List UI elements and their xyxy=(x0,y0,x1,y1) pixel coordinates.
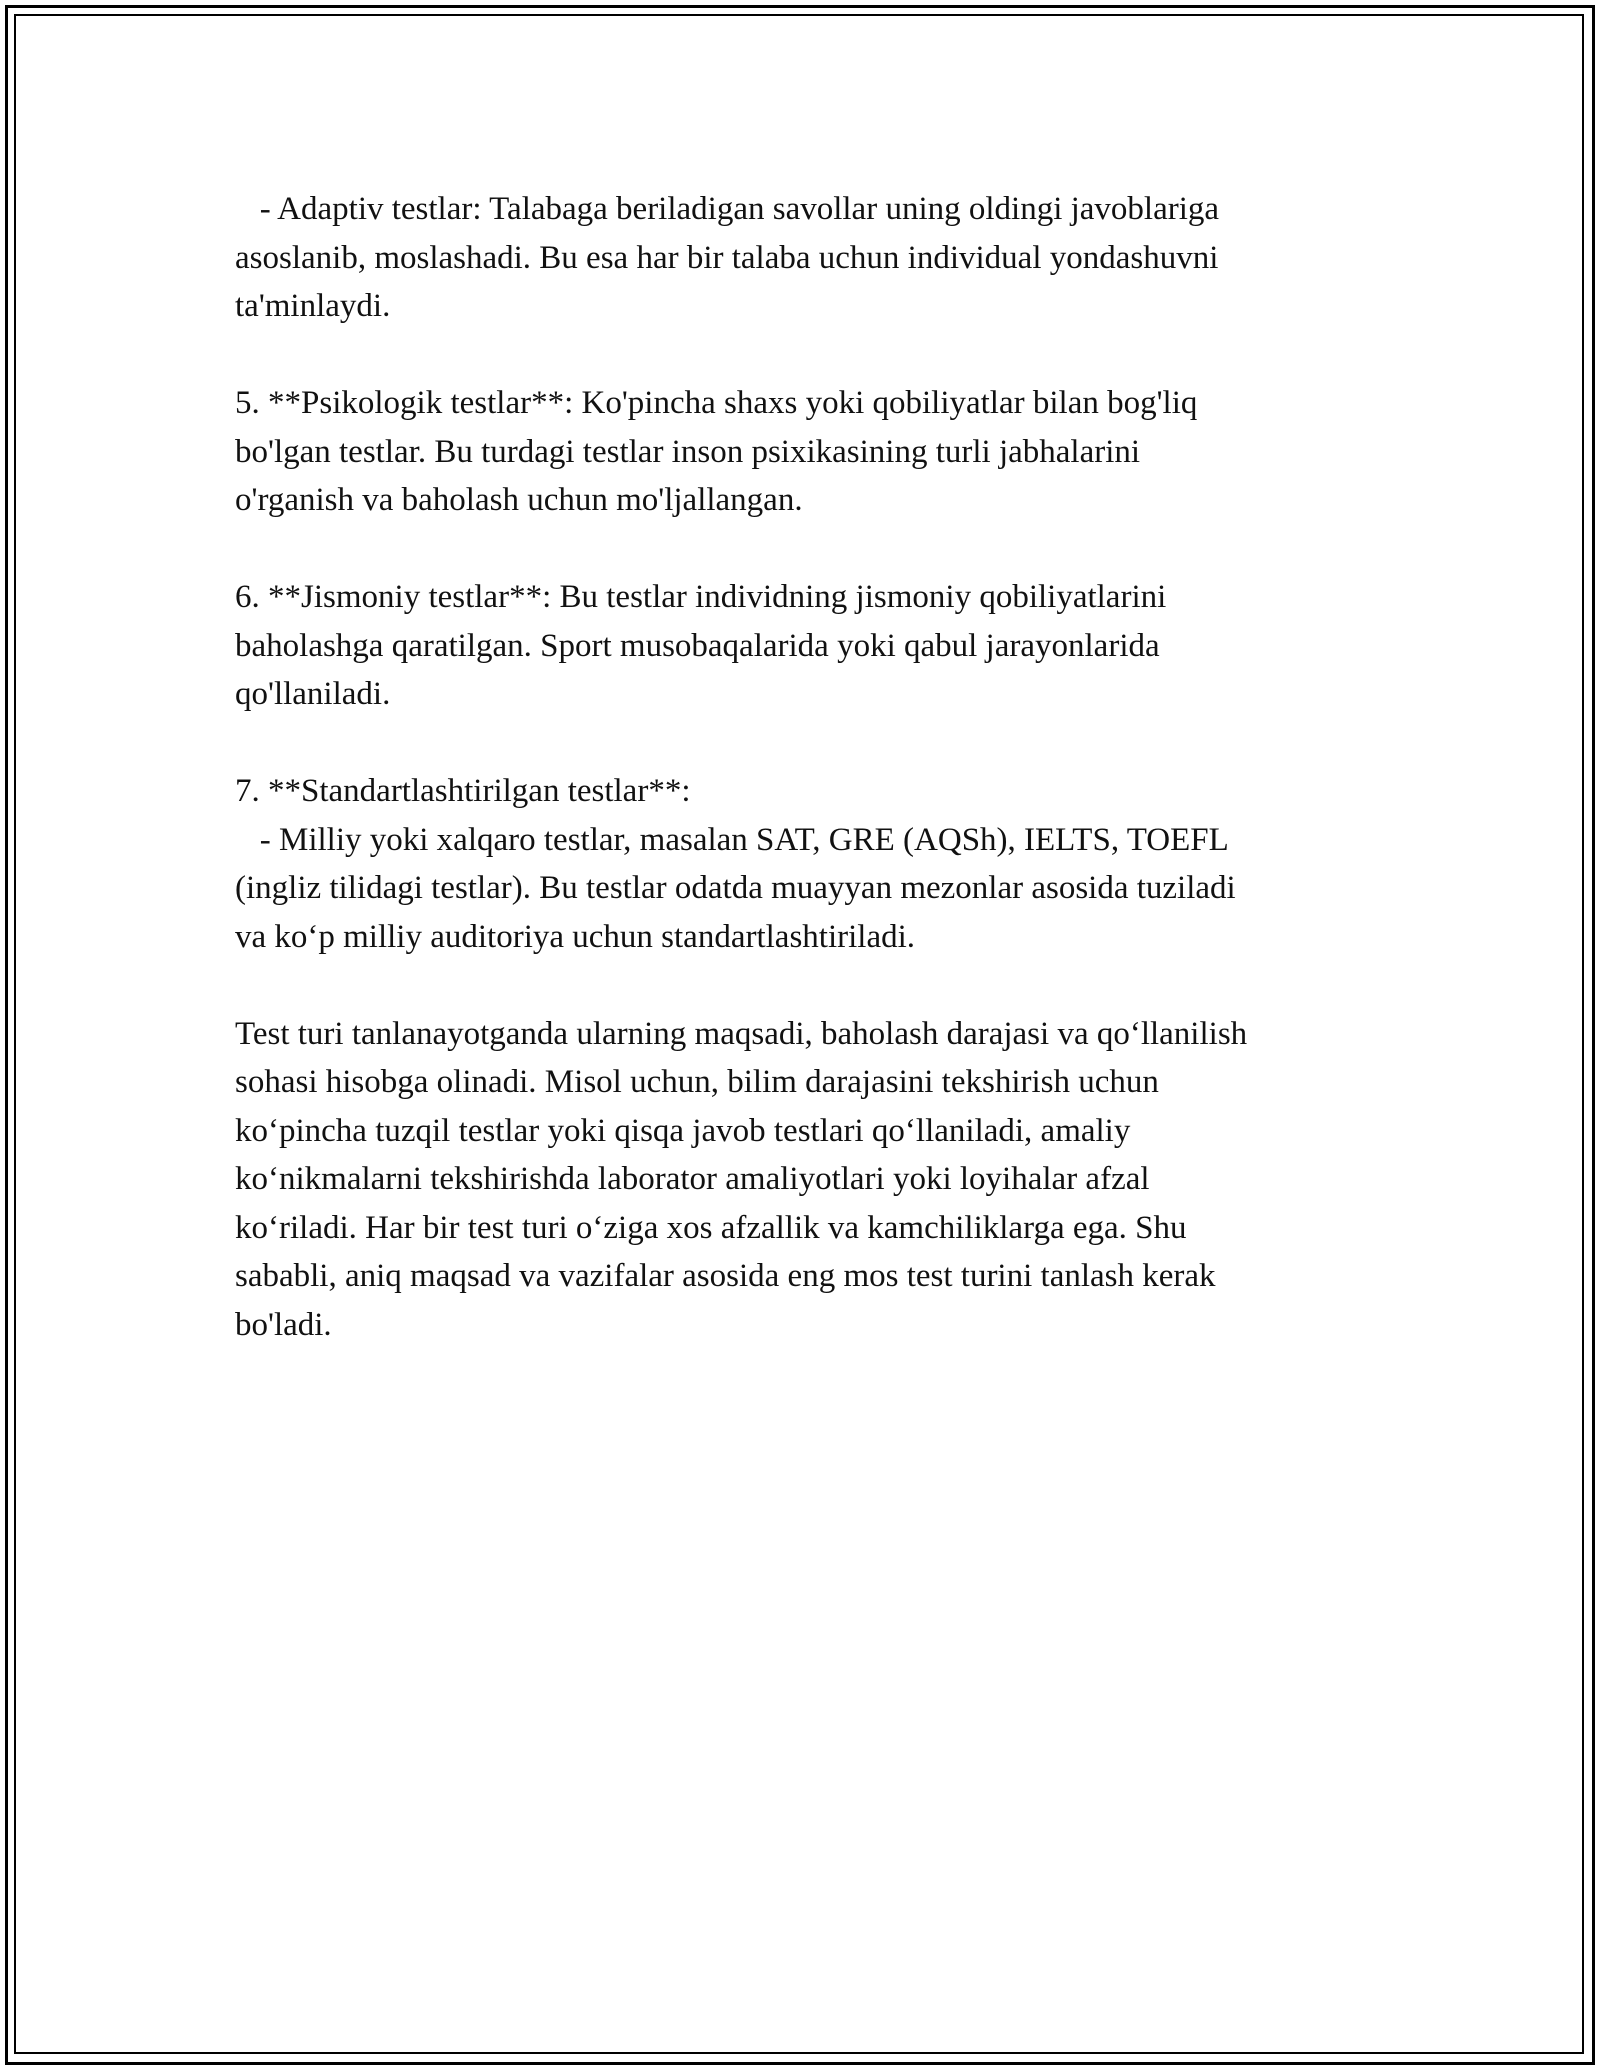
text-line: ko‘riladi. Har bir test turi o‘ziga xos afzallik va kamchiliklarga ega. Shu xyxy=(235,1209,1187,1246)
text-line: o'rganish va baholash uchun mo'ljallangan. xyxy=(235,482,803,518)
text-line: ko‘nikmalarni tekshirishda laborator amaliyotlari yoki loyihalar afzal xyxy=(235,1161,1150,1197)
text-line: baholashga qaratilgan. Sport musobaqalarida yoki qabul jarayonlarida xyxy=(235,627,1160,664)
text-line: sohasi hisobga olinadi. Misol uchun, bilim darajasini tekshirish uchun xyxy=(235,1064,1159,1100)
text-line: ta'minlaydi. xyxy=(235,288,391,324)
text-line: - Adaptiv testlar: Talabaga beriladigan savollar uning oldingi javoblariga xyxy=(235,191,1220,227)
text-line: Test turi tanlanayotganda ularning maqsadi, baholash darajasi va qo‘llanilish xyxy=(235,1015,1248,1052)
blank-line xyxy=(235,961,1395,1010)
document-body xyxy=(235,185,1395,1349)
text-line: (ingliz tilidagi testlar). Bu testlar odatda muayyan mezonlar asosida tuziladi xyxy=(235,870,1236,906)
text-line: sababli, aniq maqsad va vazifalar asosida eng mos test turini tanlash kerak xyxy=(235,1258,1216,1294)
blank-line xyxy=(235,719,1395,768)
text-line: asoslanib, moslashadi. Bu esa har bir talaba uchun individual yondashuvni xyxy=(235,239,1219,276)
text-line: 6. **Jismoniy testlar**: Bu testlar individning jismoniy qobiliyatlarini xyxy=(235,579,1167,615)
blank-line xyxy=(235,331,1395,380)
text-line: va ko‘p milliy auditoriya uchun standartlashtiriladi. xyxy=(235,918,916,955)
text-line: 5. **Psikologik testlar**: Ko'pincha shaxs yoki qobiliyatlar bilan bog'liq xyxy=(235,385,1198,421)
text-line: bo'ladi. xyxy=(235,1306,332,1343)
text-line: 7. **Standartlashtirilgan testlar**: xyxy=(235,773,691,809)
blank-line xyxy=(235,525,1395,574)
text-line: ko‘pincha tuzqil testlar yoki qisqa javob testlari qo‘llaniladi, amaliy xyxy=(235,1112,1131,1149)
text-line: - Milliy yoki xalqaro testlar, masalan SAT, GRE (AQSh), IELTS, TOEFL xyxy=(235,821,1229,858)
text-line: bo'lgan testlar. Bu turdagi testlar inson psixikasining turli jabhalarini xyxy=(235,433,1141,470)
text-line: qo'llaniladi. xyxy=(235,676,391,712)
